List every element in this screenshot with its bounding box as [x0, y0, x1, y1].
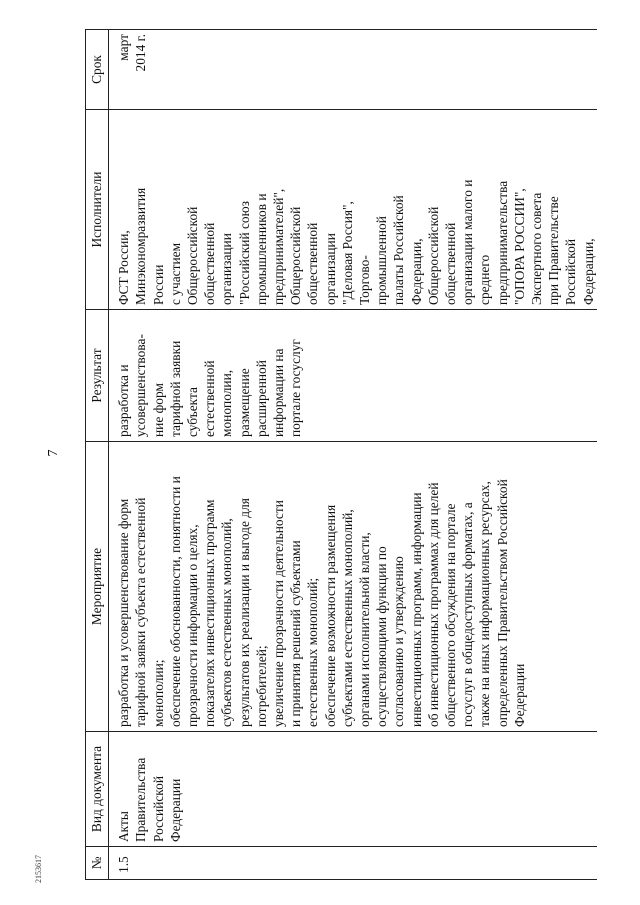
- table-header: [86, 30, 109, 880]
- row-num: 1.5: [109, 847, 597, 880]
- row-deadline: март 2014 г.: [109, 30, 597, 110]
- row-measure: разработка и усовершенствование форм тарифной заявки субъекта естественной монополии; обеспечение обоснованности, понятности и прозрачности информации о целях, показателях инвестиционных программ субъектов естественных монополий, результатов их реализации и выгоде для потребителей; увеличение прозрачности деятельности и принятия решений субъектами естественных монополий; обеспечение возможности размещения субъектами естественных монополий, органами исполнительной власти, осуществляющими функции по согласованию и утверждению инвестиционных программ, информации об инвестиционных программах для целей общественного обсуждения на портале госуслуг в общедоступных форматах, а также на иных информационных ресурсах, определенных Правительством Российской Федерации: [109, 442, 597, 732]
- header-executors: Исполнители: [86, 110, 109, 310]
- header-doc-type: Вид документа: [86, 732, 109, 847]
- header-deadline: Срок: [86, 30, 109, 110]
- header-num: №: [86, 847, 109, 880]
- header-row: [86, 30, 109, 880]
- row-doc-type: Акты Правительства Российской Федерации: [109, 732, 597, 847]
- row-executors: ФСТ России, Минэкономразвития России с участием Общероссийской общественной организации "Российский союз промышленников и предпринимателей", Общероссийской общественной организации "Деловая Россия", Торгово- промышленной палаты Российской Федерации, Общероссийской общественной организации малого и среднего предпринимательства "ОПОРА РОССИИ", Экспертного совета при Правительстве Российской Федерации,: [109, 110, 597, 310]
- table-body: [109, 30, 597, 880]
- table-row: [109, 30, 597, 880]
- header-measure: Мероприятие: [86, 442, 109, 732]
- page-number: 7: [46, 449, 61, 457]
- document-id: 2153617: [33, 855, 43, 883]
- measures-table: [85, 29, 597, 880]
- rotated-table-wrapper: [85, 30, 625, 880]
- header-result: Результат: [86, 310, 109, 442]
- row-result: разработка и усовершенствова- ние форм тарифной заявки субъекта естественной монополии, размещение расширенной информации на портале госуслуг: [109, 310, 597, 442]
